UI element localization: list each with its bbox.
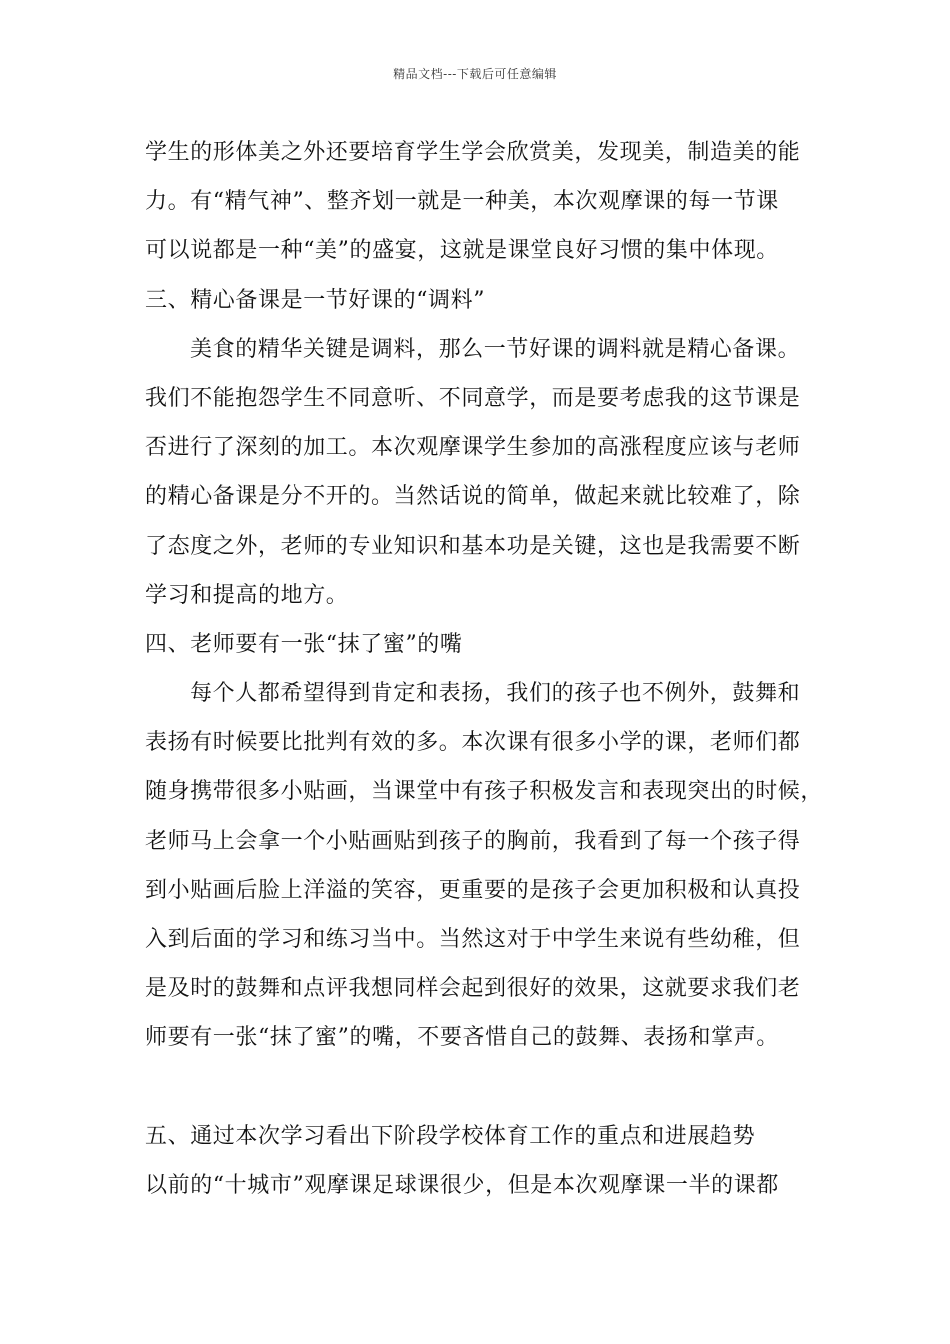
paragraph-first-line: 美食的精华关键是调料，那么一节好课的调料就是精心备课。 <box>190 336 801 362</box>
page-header: 精品文档---下载后可任意编辑 <box>393 67 557 81</box>
paragraph-first-line: 每个人都希望得到肯定和表扬，我们的孩子也不例外，鼓舞和 <box>190 681 801 707</box>
text-line: 老师马上会拿一个小贴画贴到孩子的胸前，我看到了每一个孩子得 <box>145 828 801 854</box>
text-line: 可以说都是一种“美”的盛宴，这就是课堂良好习惯的集中体现。 <box>145 238 779 264</box>
document-body <box>145 128 825 1210</box>
text-line: 入到后面的学习和练习当中。当然这对于中学生来说有些幼稚，但 <box>145 927 801 952</box>
text-line: 学生的形体美之外还要培育学生学会欣赏美，发现美，制造美的能 <box>145 140 801 165</box>
text-line: 以前的“十城市”观摩课足球课很少，但是本次观摩课一半的课都 <box>145 1172 779 1198</box>
section-heading: 三、精心备课是一节好课的“调料” <box>145 287 486 313</box>
section-heading: 五、通过本次学习看出下阶段学校体育工作的重点和进展趋势 <box>145 1123 756 1149</box>
text-line: 学习和提高的地方。 <box>145 582 349 608</box>
text-line: 是及时的鼓舞和点评我想同样会起到很好的效果，这就要求我们老 <box>145 976 801 1002</box>
text-line: 我们不能抱怨学生不同意听、不同意学，而是要考虑我的这节课是 <box>145 385 801 411</box>
paragraph-gap <box>145 1063 825 1112</box>
text-line: 表扬有时候要比批判有效的多。本次课有很多小学的课，老师们都 <box>145 730 801 756</box>
text-line: 力。有“精气神”、整齐划一就是一种美，本次观摩课的每一节课 <box>145 189 779 215</box>
text-line: 了态度之外，老师的专业知识和基本功是关键，这也是我需要不断 <box>145 533 801 559</box>
text-line: 否进行了深刻的加工。本次观摩课学生参加的高涨程度应该与老师 <box>145 435 801 461</box>
text-line: 师要有一张“抹了蜜”的嘴，不要吝惜自己的鼓舞、表扬和掌声。 <box>145 1025 779 1051</box>
section-heading: 四、老师要有一张“抹了蜜”的嘴 <box>145 631 463 657</box>
text-line: 随身携带很多小贴画，当课堂中有孩子积极发言和表现突出的时候， <box>145 779 824 805</box>
text-line: 的精心备课是分不开的。当然话说的简单，做起来就比较难了，除 <box>145 484 801 510</box>
text-line: 到小贴画后脸上洋溢的笑容，更重要的是孩子会更加积极和认真投 <box>145 877 801 903</box>
